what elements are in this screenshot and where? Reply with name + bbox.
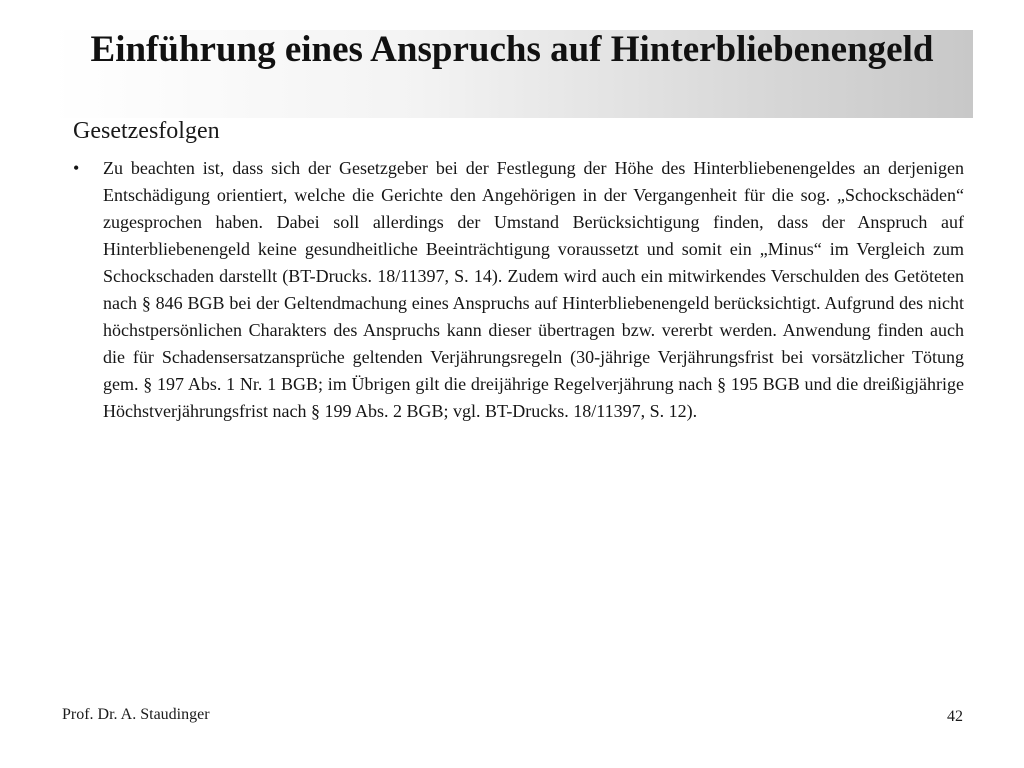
slide-title: Einführung eines Anspruchs auf Hinterbliebenengeld <box>90 29 934 70</box>
bullet-list <box>73 155 964 425</box>
bullet-item <box>73 155 964 425</box>
bullet-marker: • <box>73 158 80 178</box>
footer-author: Prof. Dr. A. Staudinger <box>62 706 210 723</box>
page-number: 42 <box>947 708 963 725</box>
bullet-text: Zu beachten ist, dass sich der Gesetzgeber bei der Festlegung der Höhe des Hinterbliebenengeldes an derjenigen Entschädigung orientiert, welche die Gerichte den Angehörigen in der Vergangenheit für die sog. „Schockschäden“ zugesprochen haben. Dabei soll allerdings der Umstand Berücksichtigung finden, dass der Anspruch auf Hinterbliebenengeld keine gesundheitliche Beeinträchtigung voraussetzt und somit ein „Minus“ im Vergleich zum Schockschaden darstellt (BT-Drucks. 18/11397, S. 14). Zudem wird auch ein mitwirkendes Verschulden des Getöteten nach § 846 BGB bei der Geltendmachung eines Anspruchs auf Hinterbliebenengeld berücksichtigt. Aufgrund des nicht höchstpersönlichen Charakters des Anspruchs kann dieser übertragen bzw. vererbt werden. Anwendung finden auch die für Schadensersatzansprüche geltenden Verjährungsregeln (30-jährige Verjährungsfrist bei vorsätzlicher Tötung gem. § 197 Abs. 1 Nr. 1 BGB; im Übrigen gilt die dreijährige Regelverjährung nach § 195 BGB und die dreißigjährige Höchstverjährungsfrist nach § 199 Abs. 2 BGB; vgl. BT-Drucks. 18/11397, S. 12). <box>103 158 964 421</box>
slide-subheading: Gesetzesfolgen <box>73 118 220 144</box>
